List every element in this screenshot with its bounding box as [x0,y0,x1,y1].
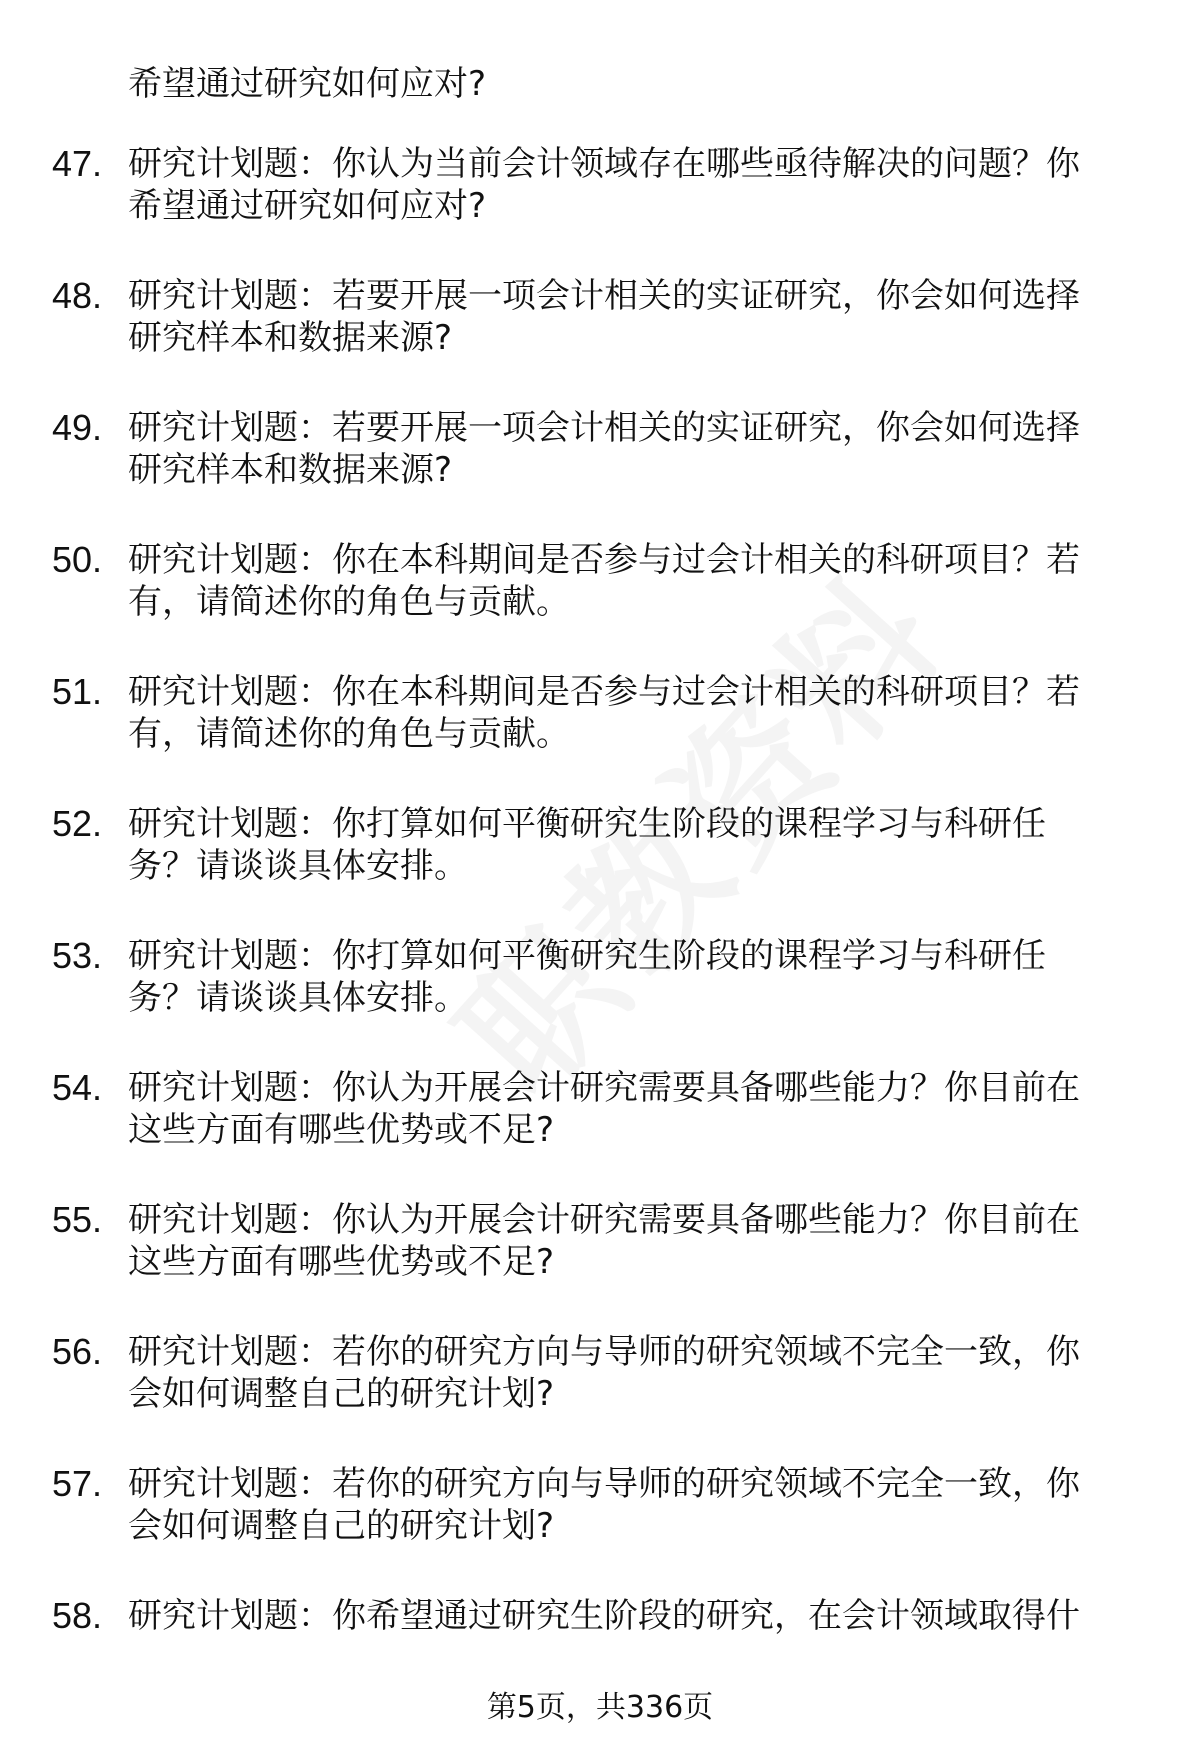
question-item [0,143,1200,227]
question-item [0,1595,1200,1679]
question-number: 49. [52,407,103,448]
question-number: 48. [52,275,103,316]
question-item [0,803,1200,887]
question-text-line-1: 研究计划题：你认为当前会计领域存在哪些亟待解决的问题？你 [128,144,1080,184]
question-number: 51. [52,671,103,712]
question-text-line-2: 会如何调整自己的研究计划? [128,1506,555,1546]
question-number: 58. [52,1595,103,1636]
question-text-line-1: 研究计划题：你打算如何平衡研究生阶段的课程学习与科研任 [128,804,1046,844]
question-item [0,539,1200,623]
question-text-line-2: 希望通过研究如何应对? [128,186,487,226]
question-text-line-2: 会如何调整自己的研究计划? [128,1374,555,1414]
question-number: 53. [52,935,103,976]
question-item [0,1067,1200,1151]
question-number: 52. [52,803,103,844]
question-text-line-1: 研究计划题：你希望通过研究生阶段的研究，在会计领域取得什 [128,1596,1080,1636]
question-number: 47. [52,143,103,184]
question-text-line-2: 这些方面有哪些优势或不足? [128,1110,555,1150]
question-list [0,143,1200,1727]
question-text-line-1: 研究计划题：你在本科期间是否参与过会计相关的科研项目？若 [128,672,1080,712]
question-text-line-1: 研究计划题：你打算如何平衡研究生阶段的课程学习与科研任 [128,936,1046,976]
question-item [0,935,1200,1019]
question-item [0,1199,1200,1283]
question-number: 56. [52,1331,103,1372]
question-number: 57. [52,1463,103,1504]
question-item [0,407,1200,491]
continued-question-text: 希望通过研究如何应对? [128,64,487,104]
question-text-line-2: 务？请谈谈具体安排。 [128,978,468,1018]
question-item [0,1463,1200,1547]
question-number: 50. [52,539,103,580]
question-text-line-2: 有，请简述你的角色与贡献。 [128,714,570,754]
question-text-line-1: 研究计划题：你在本科期间是否参与过会计相关的科研项目？若 [128,540,1080,580]
question-text-line-2: 这些方面有哪些优势或不足? [128,1242,555,1282]
question-text-line-1: 研究计划题：你认为开展会计研究需要具备哪些能力？你目前在 [128,1200,1080,1240]
question-number: 54. [52,1067,103,1108]
question-item [0,671,1200,755]
question-text-line-2: 务？请谈谈具体安排。 [128,846,468,886]
question-text-line-2: 研究样本和数据来源? [128,318,453,358]
question-text-line-1: 研究计划题：若你的研究方向与导师的研究领域不完全一致，你 [128,1464,1080,1504]
question-text-line-2: 研究样本和数据来源? [128,450,453,490]
question-text-line-1: 研究计划题：若你的研究方向与导师的研究领域不完全一致，你 [128,1332,1080,1372]
page-footer: 第5页，共336页 [486,1690,714,1725]
question-text-line-1: 研究计划题：若要开展一项会计相关的实证研究，你会如何选择 [128,408,1080,448]
question-text-line-1: 研究计划题：你认为开展会计研究需要具备哪些能力？你目前在 [128,1068,1080,1108]
question-item [0,275,1200,359]
question-number: 55. [52,1199,103,1240]
question-item [0,1331,1200,1415]
question-text-line-1: 研究计划题：若要开展一项会计相关的实证研究，你会如何选择 [128,276,1080,316]
question-text-line-2: 有，请简述你的角色与贡献。 [128,582,570,622]
